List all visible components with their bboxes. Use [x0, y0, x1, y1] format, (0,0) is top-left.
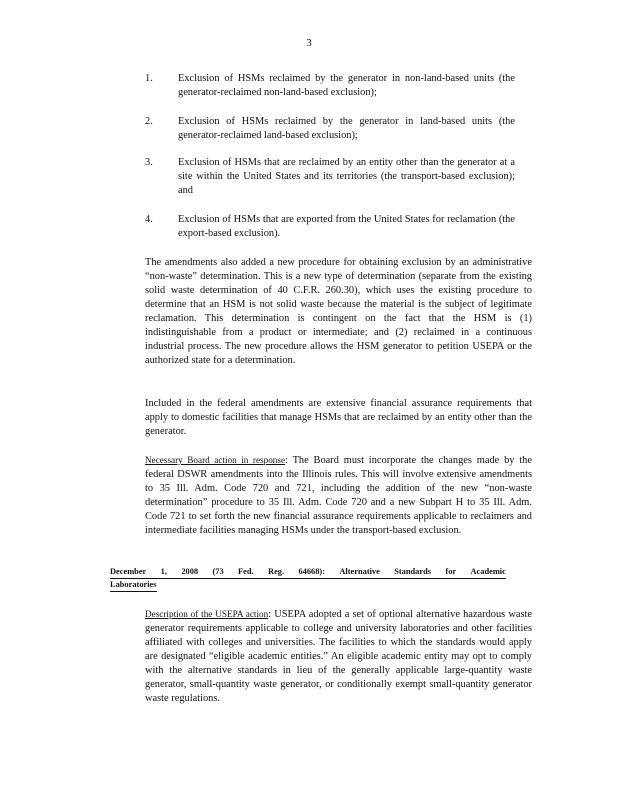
description-text: : USEPA adopted a set of optional alternative hazardous waste generator requirements applicable to college and university laboratories and other facilities affiliated with colleges and universities. The facilities to which the standards would apply are designated “eligible academic entities.” An eligible academic entity may opt to comply with the alternative standards in lieu of the generally applicable large-quantity waste generator, small-quantity waste generator, or conditionally exempt small-quantity generator waste regulations.	[145, 609, 532, 704]
page-number: 3	[306, 37, 312, 49]
list-item-text: Exclusion of HSMs reclaimed by the generator in land-based units (the generator-reclaimed land-based exclusion);	[178, 116, 515, 141]
list-item-text: Exclusion of HSMs that are reclaimed by an entity other than the generator at a site within the United States and its territories (the transport-based exclusion); and	[178, 157, 515, 196]
description-label: Description of the USEPA action	[145, 609, 269, 619]
list-item-text: Exclusion of HSMs that are exported from the United States for reclamation (the export-based exclusion).	[178, 214, 515, 239]
section-heading	[110, 566, 506, 592]
financial-assurance-paragraph: Included in the federal amendments are extensive financial assurance requirements that apply to domestic facilities that manage HSMs that are reclaimed by an entity other than the generator.	[145, 398, 532, 437]
description-paragraph	[145, 607, 532, 706]
list-item-number: 4.	[145, 214, 153, 225]
list-item-text: Exclusion of HSMs reclaimed by the generator in non-land-based units (the generator-reclaimed non-land-based exclusion);	[178, 73, 515, 98]
amendments-paragraph: The amendments also added a new procedure for obtaining exclusion by an administrative “non-waste” determination. This is a new type of determination (separate from the existing solid waste determination of 40 C.F.R. 260.30), which uses the existing procedure to determine that an HSM is not solid waste because the material is the subject of legitimate reclamation. This determination is contingent on the fact that the HSM is (1) indistinguishable from a product or intermediate; and (2) reclaimed in a continuous industrial process. The new procedure allows the HSM generator to petition USEPA or the authorized state for a determination.	[145, 257, 532, 366]
list-item	[145, 213, 515, 241]
list-item-number: 3.	[145, 157, 153, 168]
list-item	[145, 115, 515, 143]
section-heading-line-2: Laboratories	[110, 579, 157, 592]
list-item	[145, 156, 515, 198]
board-action-paragraph	[145, 453, 532, 538]
section-heading-line-1: December 1, 2008 (73 Fed. Reg. 64668): Alternative Standards for Academic	[110, 566, 506, 579]
list-item-number: 2.	[145, 116, 153, 127]
board-action-text: : The Board must incorporate the changes made by the federal DSWR amendments into the Illinois rules. This will involve extensive amendments to 35 Ill. Adm. Code 720 and 721, including the addition of the new “non-waste determination” procedure to 35 Ill. Adm. Code 720 and a new Subpart H to 35 Ill. Adm. Code 721 to set forth the new financial assurance requirements applicable to reclaimers and intermediate facilities managing HSMs under the transport-based exclusion.	[145, 455, 532, 536]
board-action-label: Necessary Board action in response	[145, 455, 286, 465]
list-item	[145, 72, 515, 100]
list-item-number: 1.	[145, 73, 153, 84]
